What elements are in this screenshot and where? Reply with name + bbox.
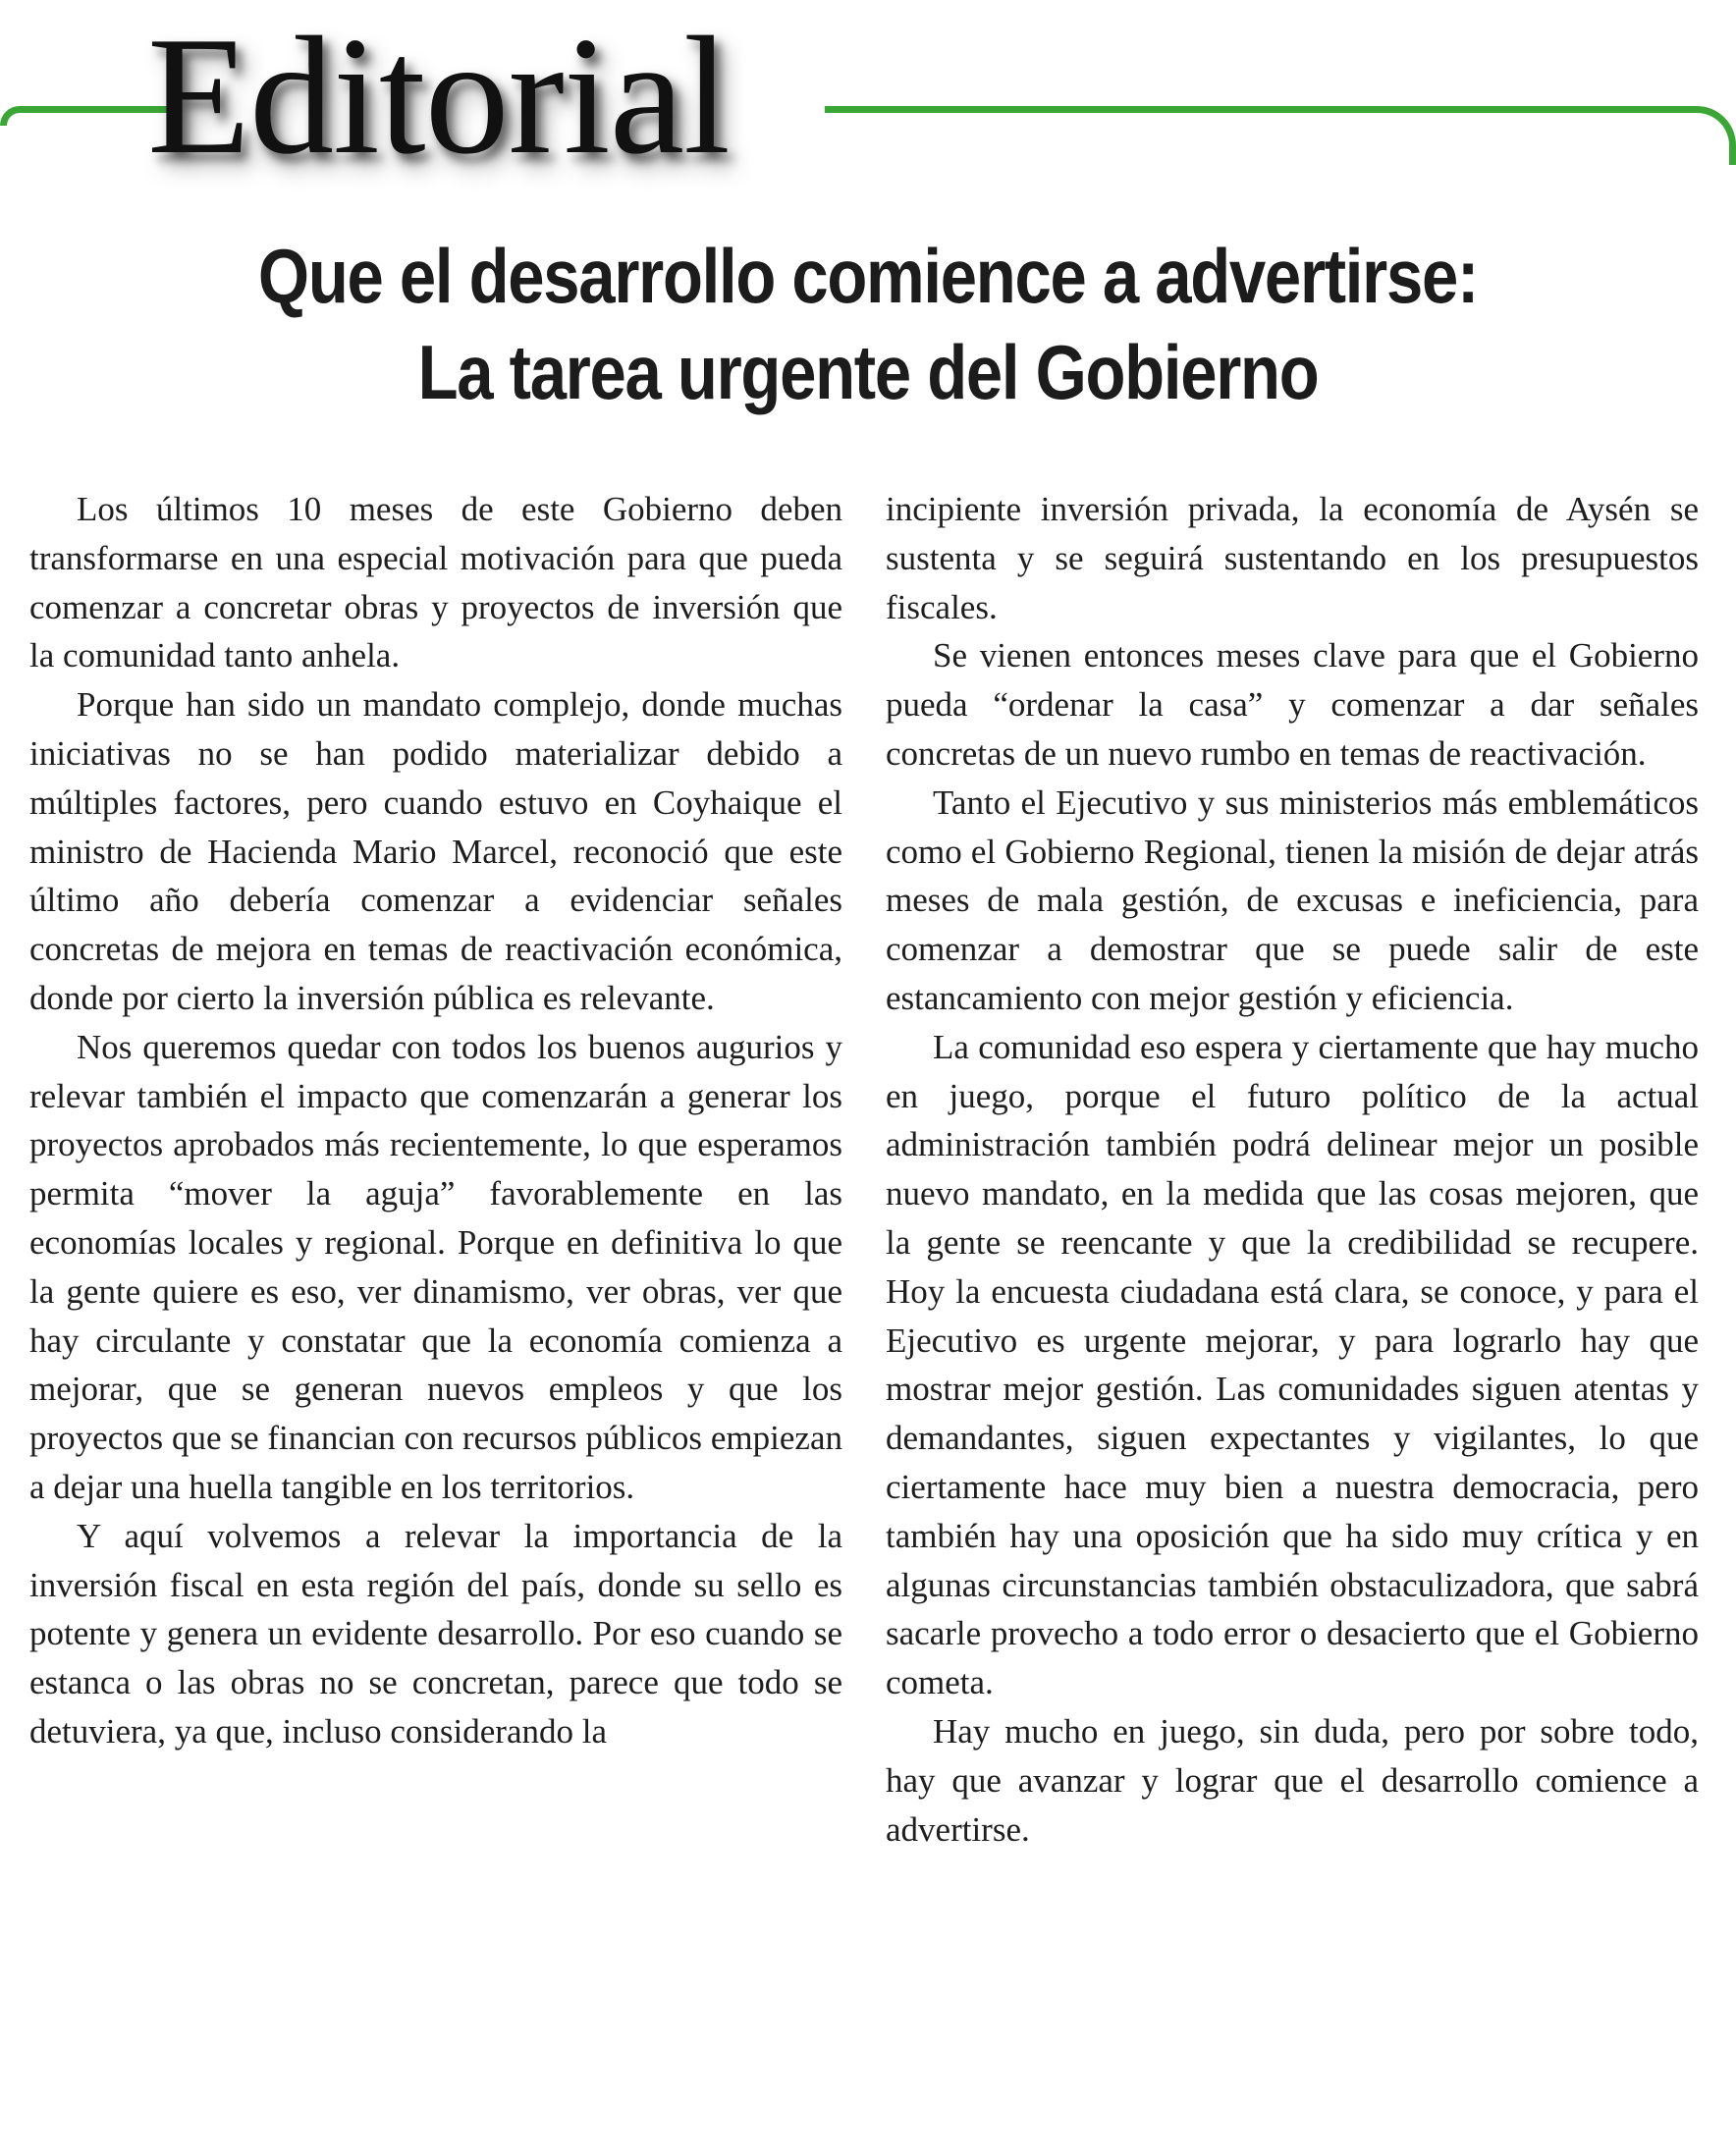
right-column xyxy=(886,485,1699,2144)
paragraph: Nos queremos quedar con todos los buenos augurios y relevar también el impacto que comenzarán a generar los proyectos aprobados más recientemente, lo que esperamos permita “mover la aguja” favorablemente en las economías locales y regional. Porque en definitiva lo que la gente quiere es eso, ver dinamismo, ver obras, ver que hay circulante y constatar que la economía comienza a mejorar, que se generan nuevos empleos y que los proyectos que se financian con recursos públicos empiezan a dejar una huella tangible en los territorios. xyxy=(29,1027,842,1506)
paragraph-continuation: incipiente inversión privada, la economía de Aysén se sustenta y se seguirá sustentando en los presupuestos fiscales. xyxy=(886,490,1699,626)
headline-line-1: Que el desarrollo comience a advertirse: xyxy=(257,233,1479,319)
article-headline xyxy=(122,228,1614,420)
paragraph: Hay mucho en juego, sin duda, pero por sobre todo, hay que avanzar y lograr que el desarrollo comience a advertirse. xyxy=(886,1711,1699,1849)
headline-line-2: La tarea urgente del Gobierno xyxy=(417,329,1319,415)
paragraph: Porque han sido un mandato complejo, donde muchas iniciativas no se han podido materializar debido a múltiples factores, pero cuando estuvo en Coyhaique el ministro de Hacienda Mario Marcel, reconoció que este último año debería comenzar a evidenciar señales concretas de mejora en temas de reactivación económica, donde por cierto la inversión pública es relevante. xyxy=(29,685,842,1017)
paragraph: Se vienen entonces meses clave para que el Gobierno pueda “ordenar la casa” y comenzar a dar señales concretas de un nuevo rumbo en temas de reactivación. xyxy=(886,636,1699,773)
left-column xyxy=(29,485,842,2144)
header-rule-left xyxy=(0,106,172,126)
section-masthead: Editorial xyxy=(147,3,730,189)
paragraph: Los últimos 10 meses de este Gobierno deben transformarse en una especial motivación para que pueda comenzar a concretar obras y proyectos de inversión que la comunidad tanto anhela. xyxy=(29,490,842,675)
paragraph: Y aquí volvemos a relevar la importancia de la inversión fiscal en esta región del país, donde su sello es potente y genera un evidente desarrollo. Por eso cuando se estanca o las obras no se concretan, parece que todo se detuviera, ya que, incluso considerando la xyxy=(29,1516,842,1751)
header-rule-right xyxy=(825,106,1736,165)
paragraph: Tanto el Ejecutivo y sus ministerios más emblemáticos como el Gobierno Regional, tienen la misión de dejar atrás meses de mala gestión, de excusas e ineficiencia, para comenzar a demostrar que se puede salir de este estancamiento con mejor gestión y eficiencia. xyxy=(886,782,1699,1017)
article-body xyxy=(29,485,1699,2144)
paragraph: La comunidad eso espera y ciertamente que hay mucho en juego, porque el futuro político de la actual administración también podrá delinear mejor un posible nuevo mandato, en la medida que las cosas mejoren, que la gente se reencante y que la credibilidad se recupere. Hoy la encuesta ciudadana está clara, se conoce, y para el Ejecutivo es urgente mejorar, y para lograrlo hay que mostrar mejor gestión. Las comunidades siguen atentas y demandantes, siguen expectantes y vigilantes, lo que ciertamente hace muy bien a nuestra democracia, pero también hay una oposición que ha sido muy crítica y en algunas circunstancias también obstaculizadora, que sabrá sacarle provecho a todo error o desacierto que el Gobierno cometa. xyxy=(886,1027,1699,1702)
